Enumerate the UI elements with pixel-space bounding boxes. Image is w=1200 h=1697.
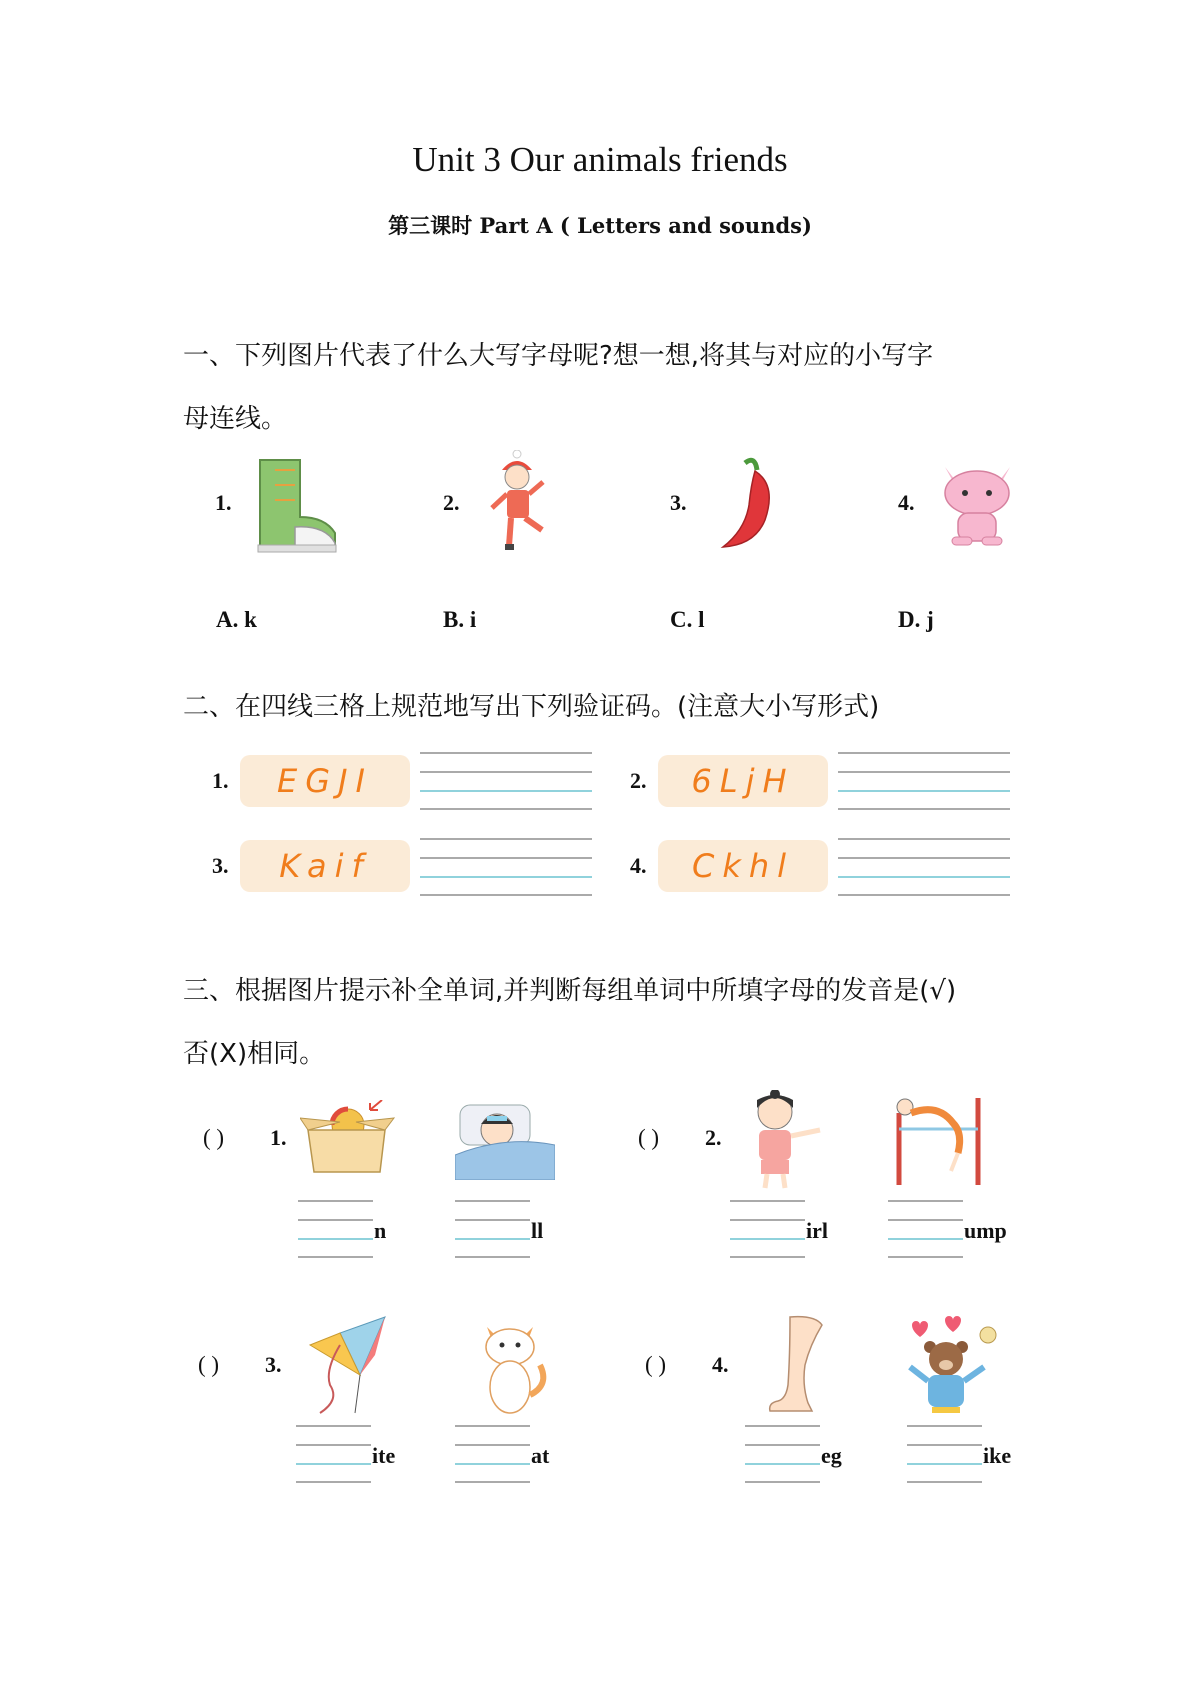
answer-blank-1a[interactable] <box>298 1200 373 1258</box>
cat-sitting-icon <box>475 1315 550 1415</box>
word-suffix-3a: ite <box>372 1443 396 1468</box>
answer-blank-2a[interactable] <box>730 1200 805 1258</box>
chili-pepper-icon <box>715 455 785 555</box>
s1-item-3-num: 3. <box>670 490 687 515</box>
four-line-grid-2[interactable] <box>838 752 1010 810</box>
s2-item-4-num: 4. <box>630 853 647 878</box>
word-suffix-1a: n <box>374 1218 387 1243</box>
s1-option-b: B. i <box>443 607 477 632</box>
section1-instruction-line2: 母连线。 <box>183 404 288 434</box>
s1-item-2-num: 2. <box>443 490 460 515</box>
answer-paren-3[interactable]: ( ) <box>198 1352 220 1377</box>
s1-item-4-num: 4. <box>898 490 915 515</box>
s1-option-a: A. k <box>216 607 257 632</box>
boot-icon <box>250 455 340 555</box>
s1-option-c: C. l <box>670 607 705 632</box>
verification-code-2: 6LjH <box>658 755 828 807</box>
page-subtitle: 第三课时 Part A ( Letters and sounds) <box>388 213 812 238</box>
section3-instruction-line1: 三、根据图片提示补全单词,并判断每组单词中所填字母的发音是(√) <box>183 976 957 1006</box>
cat-icon <box>930 455 1025 550</box>
word-suffix-4b: ike <box>983 1443 1012 1468</box>
word-suffix-4a: eg <box>821 1443 842 1468</box>
section3-instruction-line2: 否(X)相同。 <box>183 1039 326 1069</box>
s3-group-1-num: 1. <box>270 1125 287 1150</box>
bear-liking-icon <box>900 1315 1000 1415</box>
leg-icon <box>760 1315 830 1415</box>
high-jump-icon <box>893 1093 988 1188</box>
kite-icon <box>300 1315 390 1415</box>
page-title: Unit 3 Our animals friends <box>412 140 788 179</box>
section1-instruction-line1: 一、下列图片代表了什么大写字母呢?想一想,将其与对应的小写字 <box>183 341 934 371</box>
answer-blank-2b[interactable] <box>888 1200 963 1258</box>
s2-item-3-num: 3. <box>212 853 229 878</box>
s2-item-1-num: 1. <box>212 768 229 793</box>
sick-boy-in-bed-icon <box>455 1100 555 1180</box>
word-suffix-1b: ll <box>531 1218 544 1243</box>
four-line-grid-4[interactable] <box>838 838 1010 896</box>
verification-code-1: EGJI <box>240 755 410 807</box>
four-line-grid-3[interactable] <box>420 838 592 896</box>
answer-blank-4b[interactable] <box>907 1425 982 1483</box>
verification-code-4: Ckhl <box>658 840 828 892</box>
verification-code-3: Kaif <box>240 840 410 892</box>
answer-paren-2[interactable]: ( ) <box>638 1125 660 1150</box>
word-suffix-2a: irl <box>806 1218 828 1243</box>
word-suffix-3b: at <box>531 1443 550 1468</box>
word-suffix-2b: ump <box>964 1218 1007 1243</box>
s2-item-2-num: 2. <box>630 768 647 793</box>
girl-icon <box>735 1090 830 1190</box>
section2-instruction: 二、在四线三格上规范地写出下列验证码。(注意大小写形式) <box>183 692 880 722</box>
s1-item-1-num: 1. <box>215 490 232 515</box>
s3-group-4-num: 4. <box>712 1352 729 1377</box>
answer-paren-4[interactable]: ( ) <box>645 1352 667 1377</box>
girl-jumping-icon <box>480 450 555 555</box>
s1-option-d: D. j <box>898 607 934 632</box>
answer-blank-3a[interactable] <box>296 1425 371 1483</box>
four-line-grid-1[interactable] <box>420 752 592 810</box>
answer-blank-1b[interactable] <box>455 1200 530 1258</box>
s3-group-3-num: 3. <box>265 1352 282 1377</box>
answer-blank-3b[interactable] <box>455 1425 530 1483</box>
box-with-ball-icon <box>300 1100 395 1175</box>
answer-blank-4a[interactable] <box>745 1425 820 1483</box>
s3-group-2-num: 2. <box>705 1125 722 1150</box>
answer-paren-1[interactable]: ( ) <box>203 1125 225 1150</box>
